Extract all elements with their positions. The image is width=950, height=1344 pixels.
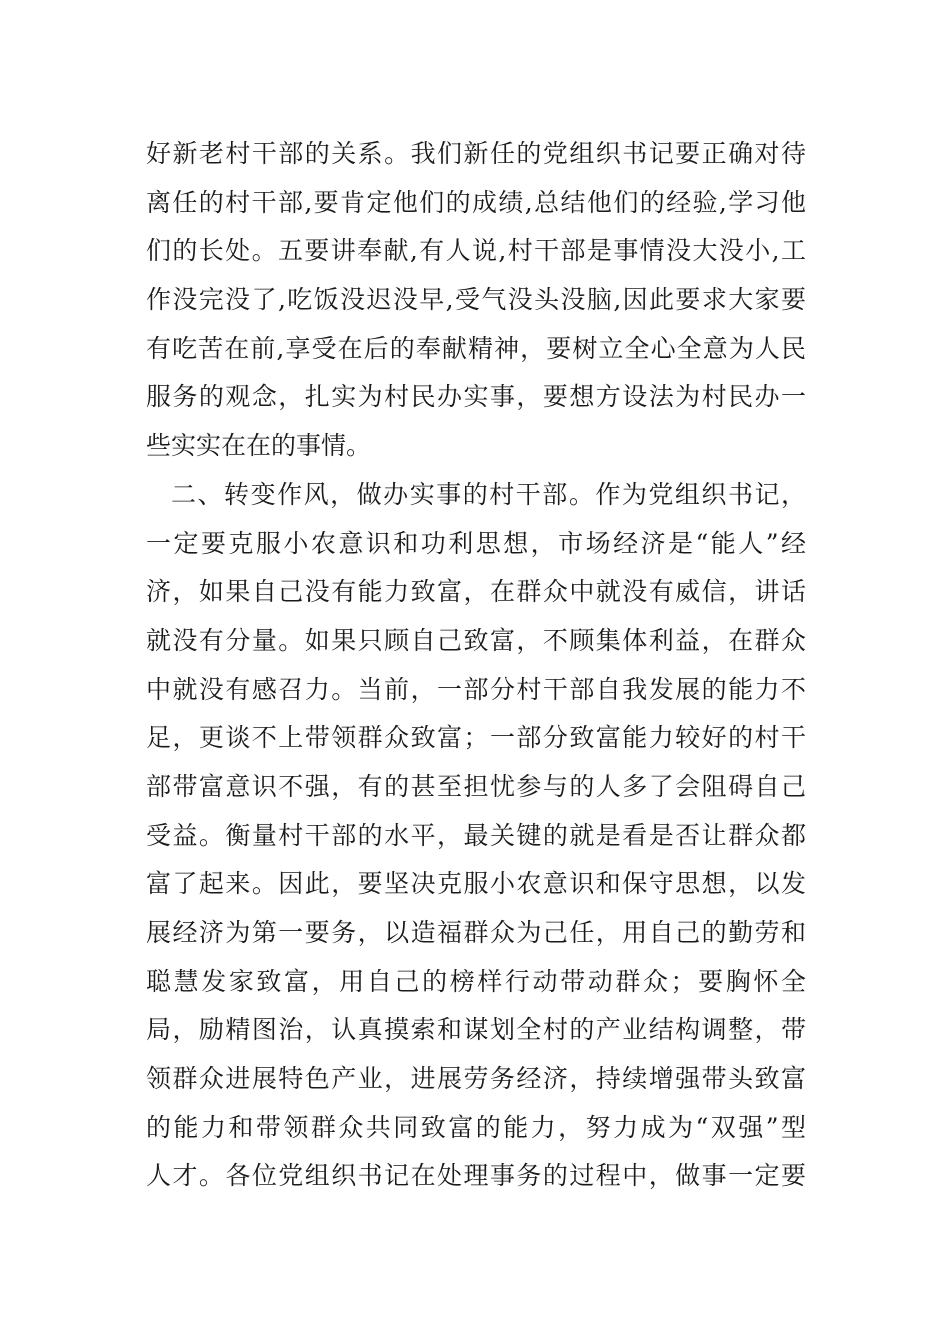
text-line: 领群众进展特色产业，进展劳务经济，持续增强带头致富 [146, 1064, 806, 1094]
text-line: 部带富意识不强，有的甚至担忧参与的人多了会阻碍自己 [146, 771, 806, 801]
text-line: 受益。衡量村干部的水平，最关键的就是看是否让群众都 [146, 820, 806, 850]
paragraph-heading-line: 二、转变作风，做办实事的村干部。作为党组织书记， [171, 479, 806, 509]
text-line: 局，励精图治，认真摸索和谋划全村的产业结构调整，带 [146, 1015, 806, 1045]
text-line: 服务的观念，扎实为村民办实事，要想方设法为村民办一 [146, 382, 806, 412]
text-line: 聪慧发家致富，用自己的榜样行动带动群众；要胸怀全 [146, 966, 806, 996]
text-line: 富了起来。因此，要坚决克服小农意识和保守思想，以发 [146, 869, 806, 899]
text-line: 中就没有感召力。当前，一部分村干部自我发展的能力不 [146, 674, 806, 704]
text-line: 展经济为第一要务，以造福群众为己任，用自己的勤劳和 [146, 918, 806, 947]
text-line: 离任的村干部,要肯定他们的成绩,总结他们的经验,学习他 [146, 187, 806, 217]
text-line: 足，更谈不上带领群众致富；一部分致富能力较好的村干 [146, 723, 806, 753]
text-line: 好新老村干部的关系。我们新任的党组织书记要正确对待 [146, 139, 806, 168]
text-line: 一定要克服小农意识和功利思想，市场经济是“能人”经 [146, 528, 806, 558]
text-line: 就没有分量。如果只顾自己致富，不顾集体利益，在群众 [146, 625, 806, 655]
text-line: 有吃苦在前,享受在后的奉献精神，要树立全心全意为人民 [146, 333, 806, 363]
text-line: 们的长处。五要讲奉献,有人说,村干部是事情没大没小,工 [146, 236, 806, 266]
text-line: 人才。各位党组织书记在处理事务的过程中，做事一定要 [146, 1161, 806, 1191]
text-line: 济，如果自己没有能力致富，在群众中就没有威信，讲话 [146, 577, 806, 607]
text-line: 的能力和带领群众共同致富的能力，努力成为“双强”型 [146, 1112, 806, 1142]
body-text [146, 130, 806, 1201]
text-line: 作没完没了,吃饭没迟没早,受气没头没脑,因此要求大家要 [146, 285, 806, 315]
text-line: 些实实在在的事情。 [146, 431, 372, 461]
